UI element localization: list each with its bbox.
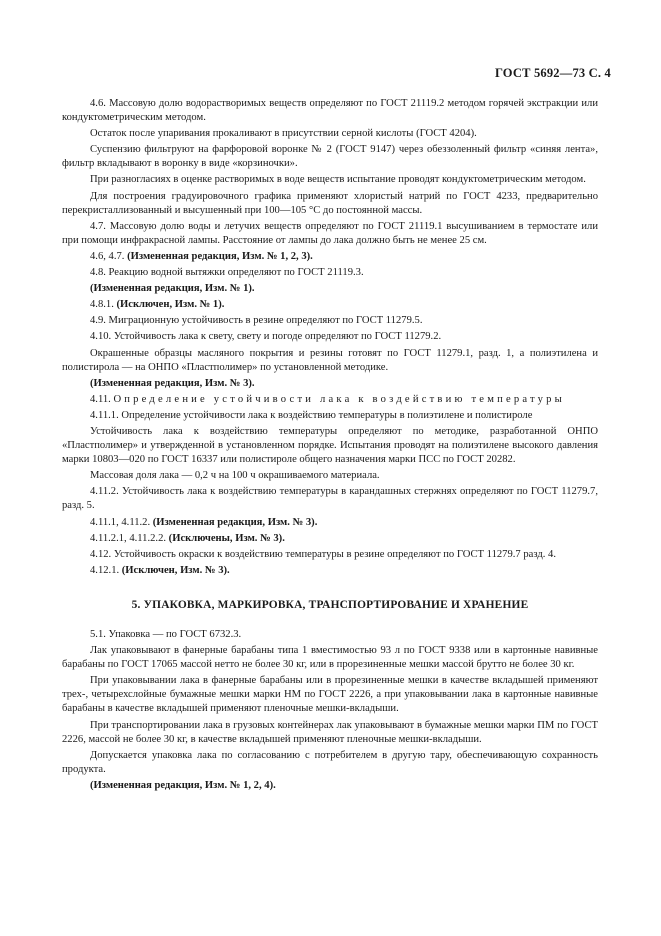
paragraph-text: 4.11.2.1, 4.11.2.2. [90,532,169,544]
paragraph [62,330,598,344]
paragraph [62,779,598,793]
paragraph-text: 4.6, 4.7. [90,250,128,262]
section-4-methods [62,97,598,578]
paragraph-text: 4.10. Устойчивость лака к свету, свету и погоде определяют по ГОСТ 11279.2. [90,331,442,343]
paragraph-text: 4.8.1. [90,299,117,311]
paragraph [62,548,598,562]
paragraph-text: 4.12.1. [90,564,122,576]
paragraph [62,425,598,467]
spaced-heading: Определение устойчивости лака к воздействию температуры [113,393,565,405]
paragraph-text: Остаток после упаривания прокаливают в присутствии серной кислоты (ГОСТ 4204). [90,128,477,140]
paragraph [62,266,598,280]
paragraph [62,250,598,264]
paragraph [62,469,598,483]
paragraph [62,516,598,530]
amendment-note: (Измененная редакция, Изм. № 1). [90,283,255,295]
paragraph [62,190,598,218]
paragraph-text: 4.11.1. Определение устойчивости лака к воздействию температуры в полиэтилене и полистироле [90,409,533,421]
paragraph [62,749,598,777]
paragraph [62,409,598,423]
amendment-note: (Измененная редакция, Изм. № 1, 2, 4). [90,779,276,791]
paragraph-text: При упаковывании лака в фанерные барабаны или в прорезиненные мешки в качестве вкладышей применяют трех-, четырехслойные бумажные мешки марки НМ по ГОСТ 2226, а при упаковывании лака в картонные навивные барабаны в качестве вкладышей применяют пленочные мешки-вкладыши. [62,675,598,715]
paragraph [62,220,598,248]
amendment-note: (Исключен, Изм. № 1). [116,299,225,311]
paragraph-text: 4.11. [90,393,114,405]
paragraph-text: 4.11.1, 4.11.2. [90,516,153,528]
paragraph-text: Окрашенные образцы масляного покрытия и резины готовят по ГОСТ 11279.1, разд. 1, а полиэтилена и полистирола — на ОНПО «Пластполимер» по установленной методике. [62,347,598,373]
running-header: ГОСТ 5692—73 С. 4 [494,66,611,80]
paragraph-text: Массовая доля лака — 0,2 ч на 100 ч окрашиваемого материала. [90,470,380,482]
paragraph-text: 4.9. Миграционную устойчивость в резине определяют по ГОСТ 11279.5. [90,315,423,327]
paragraph-text: Устойчивость лака к воздействию температуры определяют по методике, разработанной ОНПО «Пластполимер» и утвержденной в установленном порядке. Испытания проводят на полиэтилене высокого давления марки 10803—020 по ГОСТ 16337 или полистироле общего назначения марки ПСС по ГОСТ 20282. [62,425,598,466]
paragraph-text: 4.8. Реакцию водной вытяжки определяют по ГОСТ 21119.3. [90,267,364,279]
paragraph-text: При транспортировании лака в грузовых контейнерах лак упаковывают в бумажные мешки марки ПМ по ГОСТ 2226, массой не более 30 кг, в качестве вкладышей применяют пленочные мешки-вкладыши. [62,719,598,745]
document-body [62,97,598,795]
paragraph [62,298,598,312]
paragraph [62,97,598,125]
paragraph [62,719,598,747]
amendment-note: (Исключен, Изм. № 3). [121,564,230,576]
amendment-note: (Исключены, Изм. № 3). [168,532,285,544]
paragraph [62,644,598,672]
paragraph [62,674,598,716]
paragraph-text: Допускается упаковка лака по согласованию с потребителем в другую тару, обеспечивающую сохранность продукта. [62,749,598,775]
paragraph [62,347,598,375]
paragraph-text: Лак упаковывают в фанерные барабаны типа 1 вместимостью 93 л по ГОСТ 9338 или в картонные навивные барабаны по ГОСТ 17065 массой нетто не более 30 кг, или в прорезиненные мешки массой брутто не более 30 кг. [62,645,598,671]
amendment-note: (Измененная редакция, Изм. № 3). [90,377,255,389]
paragraph-text: Для построения градуировочного графика применяют хлористый натрий по ГОСТ 4233, предварительно перекристаллизованный и высушенный при 100—105 °С до постоянной массы. [62,190,598,216]
paragraph [62,564,598,578]
paragraph [62,173,598,187]
amendment-note: (Измененная редакция, Изм. № 3). [152,516,318,528]
paragraph [62,393,598,407]
paragraph-text: 4.6. Массовую долю водорастворимых веществ определяют по ГОСТ 21119.2 методом горячей экстракции или кондуктометрическим методом. [62,98,598,124]
section-5-packaging [62,628,598,793]
paragraph-text: 5.1. Упаковка — по ГОСТ 6732.3. [90,629,242,640]
paragraph-text: 4.12. Устойчивость окраски к воздействию температуры в резине определяют по ГОСТ 11279.7 разд. 4. [90,548,556,560]
paragraph-text: 4.7. Массовую долю воды и летучих веществ определяют по ГОСТ 21119.1 высушиванием в термостате или при помощи инфракрасной лампы. Расстояние от лампы до лака должно быть не менее 25 см. [62,220,598,246]
paragraph [62,485,598,513]
paragraph [62,282,598,296]
paragraph [62,628,598,642]
paragraph-text: При разногласиях в оценке растворимых в воде веществ испытание проводят кондуктометрическим методом. [90,174,586,186]
paragraph [62,377,598,391]
paragraph [62,127,598,141]
amendment-note: (Измененная редакция, Изм. № 1, 2, 3). [127,250,313,262]
paragraph [62,143,598,171]
paragraph-text: 4.11.2. Устойчивость лака к воздействию температуры в карандашных стержнях определяют по ГОСТ 11279.7, разд. 5. [62,486,598,512]
section-5-title: 5. УПАКОВКА, МАРКИРОВКА, ТРАНСПОРТИРОВАНИЕ И ХРАНЕНИЕ [131,598,529,611]
paragraph [62,532,598,546]
paragraph-text: Суспензию фильтруют на фарфоровой воронке № 2 (ГОСТ 9147) через обеззоленный фильтр «синяя лента», фильтр вкладывают в воронку в виде «корзиночки». [62,144,598,170]
paragraph [62,314,598,328]
